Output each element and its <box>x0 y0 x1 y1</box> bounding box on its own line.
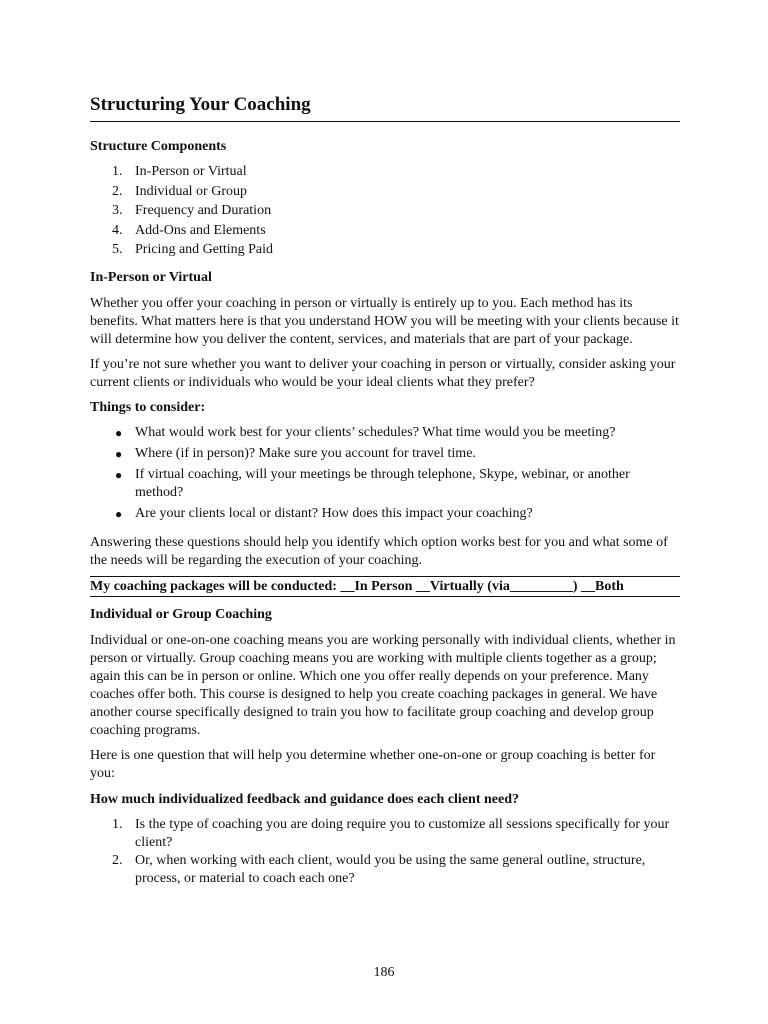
bullet-item <box>90 424 680 442</box>
list-number: 4. <box>112 222 123 238</box>
structure-components-heading: Structure Components <box>90 139 227 154</box>
conduct-fill-in-line: My coaching packages will be conducted: __In Person __Virtually (via_________) __Both <box>90 576 680 597</box>
list-item-text: Is the type of coaching you are doing require you to customize all sessions specifically for your client? <box>135 816 670 850</box>
individual-group-heading: Individual or Group Coaching <box>90 606 272 622</box>
list-number: 3. <box>112 203 123 218</box>
feedback-question-heading: How much individualized feedback and guidance does each client need? <box>90 791 519 807</box>
individual-paragraph-2: Here is one question that will help you determine whether one-on-one or group coaching is better for you: <box>90 747 656 781</box>
list-item-text: Add-Ons and Elements <box>135 222 266 238</box>
list-item <box>90 201 680 221</box>
consider-bullet-list <box>90 424 680 523</box>
list-item <box>90 240 680 260</box>
in-person-heading: In-Person or Virtual <box>90 269 212 285</box>
bullet-text: Where (if in person)? Make sure you account for travel time. <box>135 445 476 461</box>
list-item-text: Frequency and Duration <box>135 203 272 218</box>
list-item <box>90 221 680 241</box>
structure-components-list <box>90 162 680 260</box>
list-number: 2. <box>112 852 123 868</box>
bullet-item <box>90 466 680 502</box>
bullet-item <box>90 445 680 463</box>
bullet-icon: ● <box>115 506 123 521</box>
list-item-text: Individual or Group <box>135 183 247 199</box>
things-to-consider-heading: Things to consider: <box>90 399 206 415</box>
in-person-paragraph-2: If you’re not sure whether you want to deliver your coaching in person or virtually, consider asking your current clients or individuals who would be your ideal clients what they prefer? <box>90 356 676 390</box>
list-item <box>90 852 680 888</box>
document-page <box>90 93 680 888</box>
feedback-question-list <box>90 816 680 888</box>
list-item <box>90 182 680 202</box>
page-title: Structuring Your Coaching <box>90 93 680 122</box>
list-number: 1. <box>112 816 123 832</box>
bullet-icon: ● <box>115 446 123 461</box>
list-item <box>90 162 680 182</box>
list-number: 2. <box>112 183 123 199</box>
bullet-icon: ● <box>115 425 123 440</box>
in-person-paragraph-3: Answering these questions should help you identify which option works best for you and what some of the needs will be regarding the execution of your coaching. <box>90 534 668 568</box>
bullet-icon: ● <box>115 467 123 482</box>
bullet-item <box>90 505 680 523</box>
list-item-text: Or, when working with each client, would you be using the same general outline, structure, process, or material to coach each one? <box>135 852 646 886</box>
bullet-text: What would work best for your clients’ schedules? What time would you be meeting? <box>135 424 616 440</box>
individual-paragraph-1: Individual or one-on-one coaching means you are working personally with individual clients, whether in person or virtually. Group coaching means you are working with multiple clients together as a group; again this can be in person or online. Which one you offer really depends on your preference. Many coaches offer both. This course is designed to help you create coaching packages in general. We have another course specifically designed to train you how to facilitate group coaching and develop group coaching programs. <box>90 632 676 738</box>
page-number: 186 <box>373 965 395 980</box>
list-number: 5. <box>112 242 123 257</box>
list-item-text: Pricing and Getting Paid <box>135 242 274 257</box>
list-item <box>90 816 680 852</box>
in-person-paragraph-1: Whether you offer your coaching in person or virtually is entirely up to you. Each method has its benefits. What matters here is that you understand HOW you will be meeting with your clients because it will determine how you deliver the content, services, and materials that are part of your package. <box>90 295 679 347</box>
list-number: 1. <box>112 164 123 179</box>
bullet-text: Are your clients local or distant? How does this impact your coaching? <box>135 505 533 521</box>
list-item-text: In-Person or Virtual <box>135 164 247 179</box>
bullet-text: If virtual coaching, will your meetings be through telephone, Skype, webinar, or another method? <box>135 466 630 500</box>
